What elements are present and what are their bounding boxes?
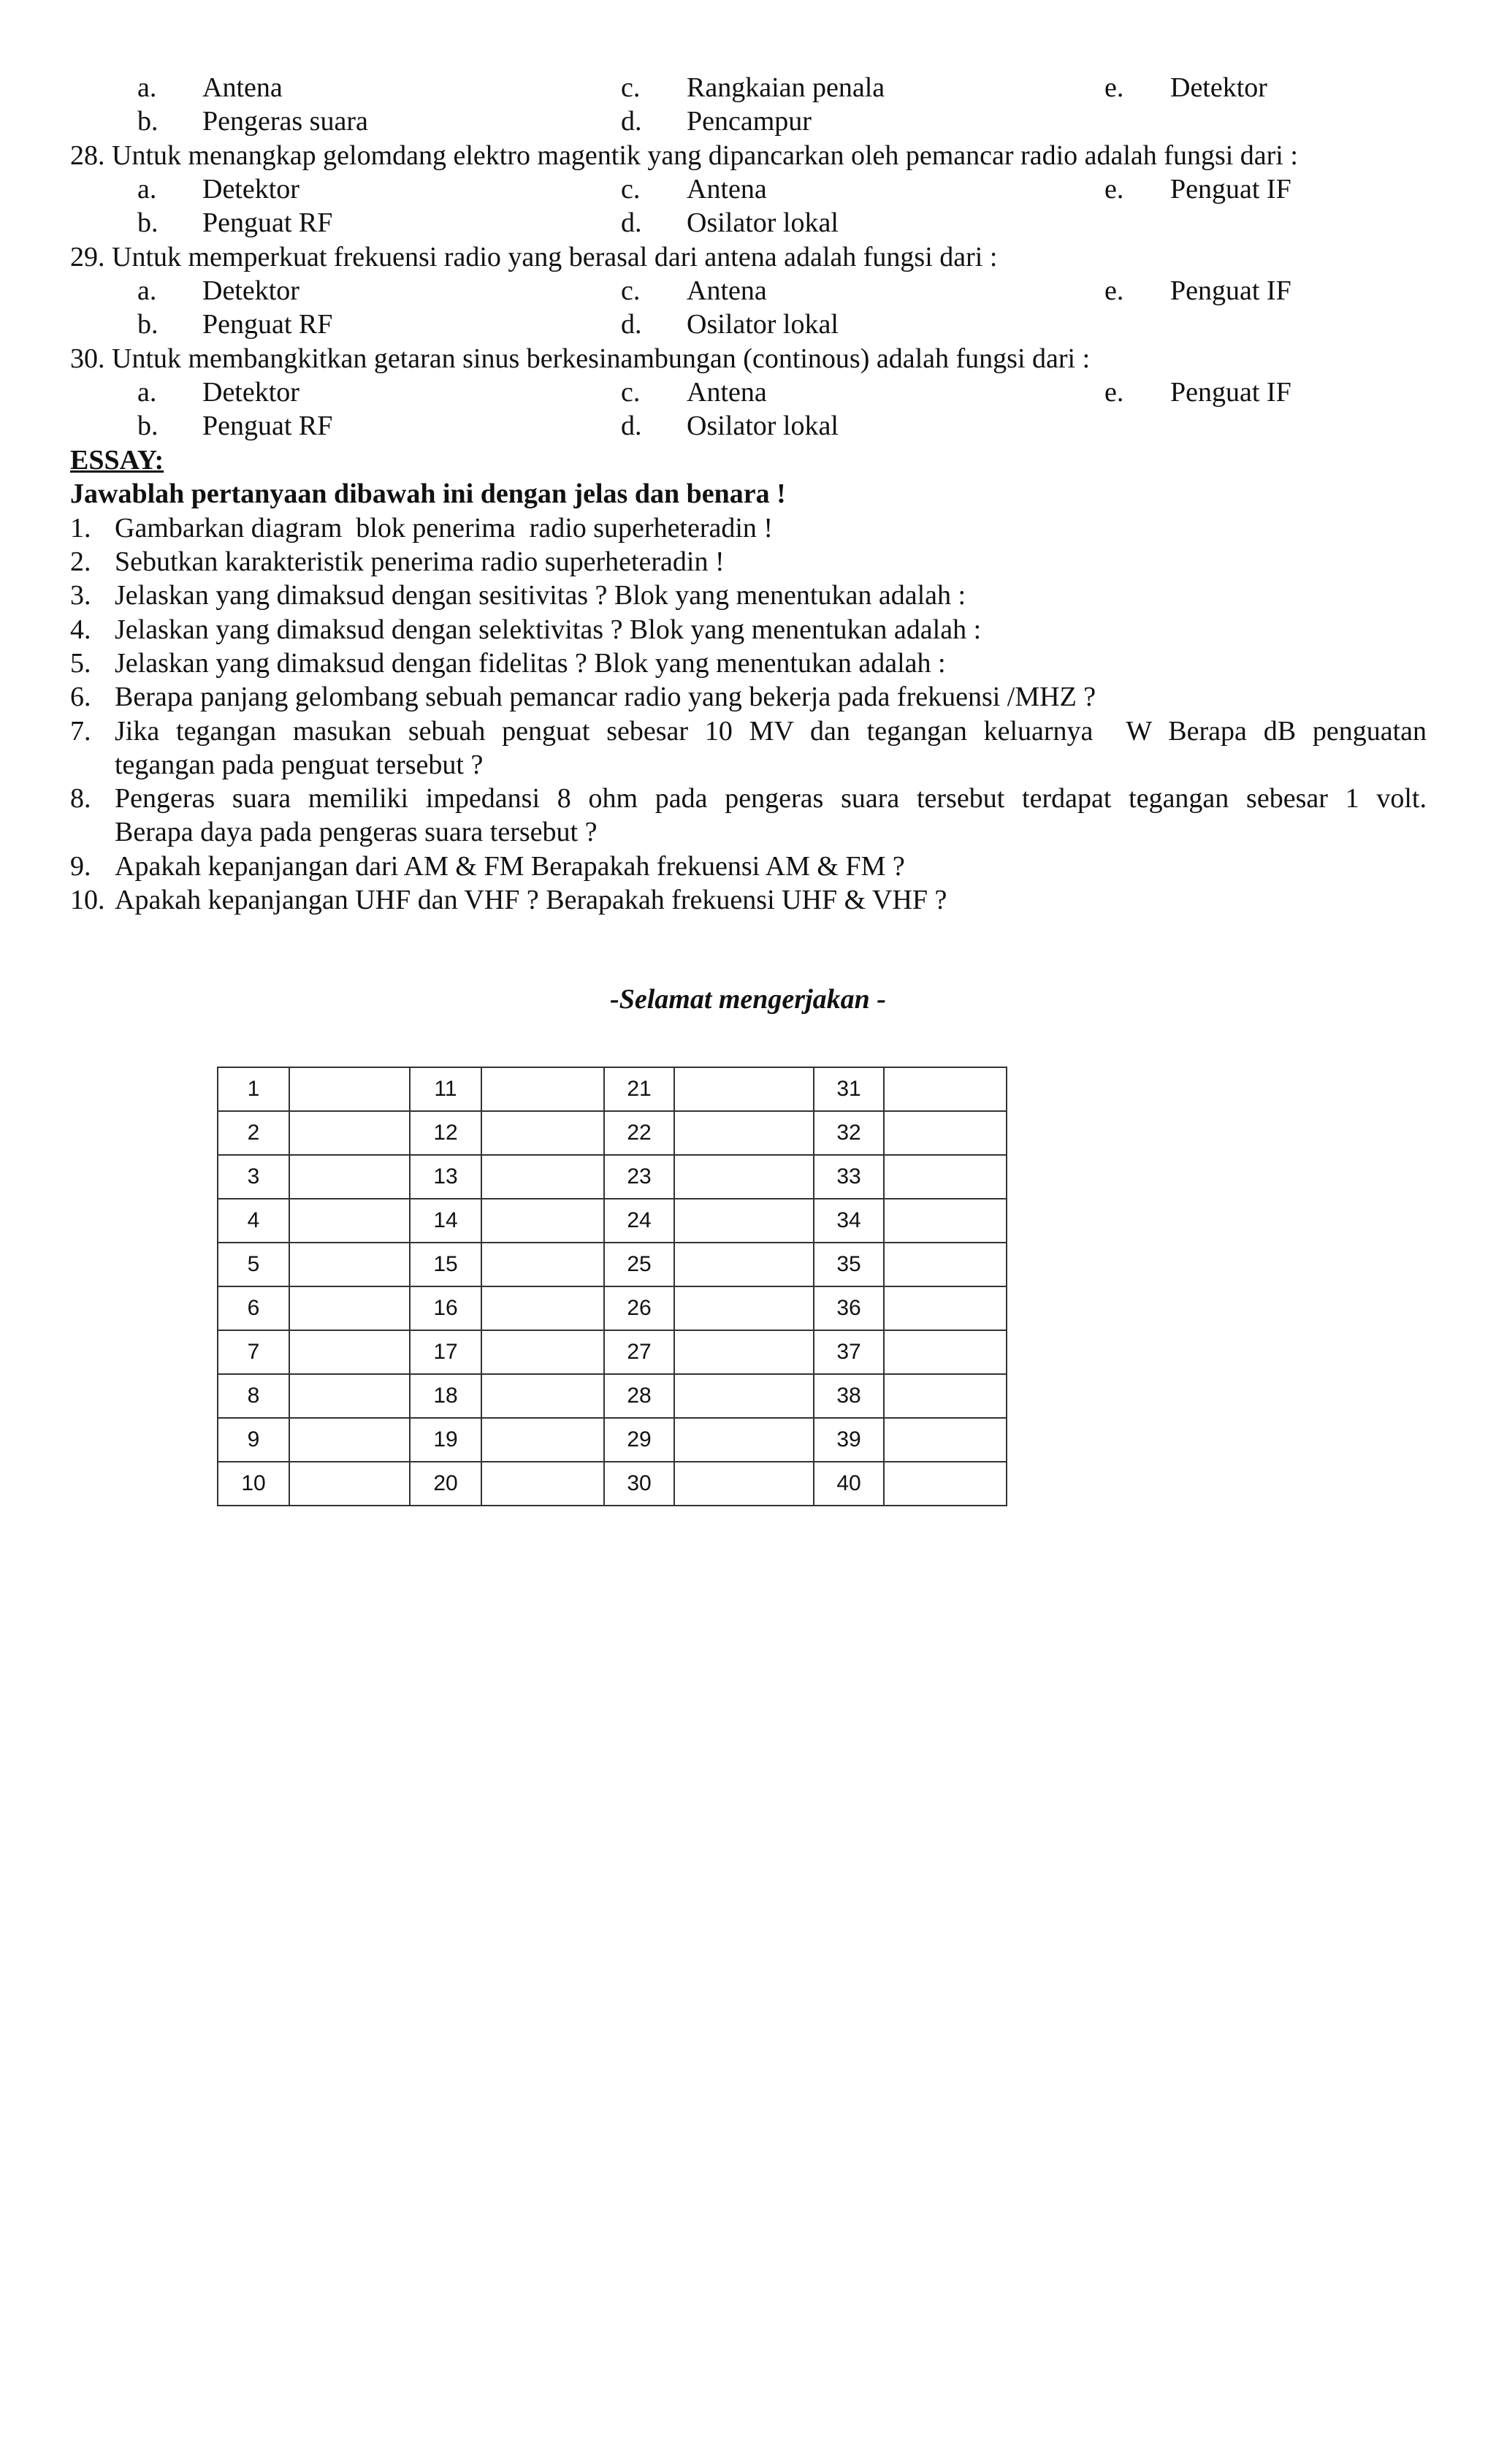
answer-row <box>218 1286 1007 1330</box>
option-text-e: Penguat IF <box>1170 377 1291 408</box>
option-letter-e: e. <box>1104 72 1124 103</box>
option-letter-a: a. <box>137 174 157 205</box>
option-letter-d: d. <box>621 309 642 340</box>
question-number-cell: 10 <box>218 1462 289 1506</box>
answer-cell[interactable] <box>674 1462 814 1506</box>
answer-cell[interactable] <box>289 1111 410 1155</box>
option-text-d: Osilator lokal <box>687 207 839 238</box>
option-letter-c: c. <box>621 377 641 408</box>
question-number-cell: 11 <box>410 1067 481 1111</box>
question-number-cell: 37 <box>814 1330 884 1374</box>
question-number-cell: 20 <box>410 1462 481 1506</box>
answer-cell[interactable] <box>674 1330 814 1374</box>
question-number-cell: 1 <box>218 1067 289 1111</box>
option-letter-d: d. <box>621 411 642 441</box>
answer-row <box>218 1374 1007 1418</box>
option-letter-b: b. <box>137 411 159 441</box>
option-letter-e: e. <box>1104 377 1124 408</box>
question-number-cell: 27 <box>604 1330 674 1374</box>
option-letter-b: b. <box>137 309 159 340</box>
answer-cell[interactable] <box>674 1243 814 1286</box>
essay-item-text: Berapa panjang gelombang sebuah pemancar radio yang bekerja pada frekuensi /MHZ ? <box>115 682 1096 712</box>
answer-cell[interactable] <box>884 1418 1007 1462</box>
answer-cell[interactable] <box>884 1243 1007 1286</box>
answer-cell[interactable] <box>289 1374 410 1418</box>
essay-item-text-continued: tegangan pada penguat tersebut ? <box>115 750 484 780</box>
answer-cell[interactable] <box>289 1418 410 1462</box>
answer-cell[interactable] <box>481 1199 604 1243</box>
option-text-e: Penguat IF <box>1170 275 1291 306</box>
answer-cell[interactable] <box>481 1374 604 1418</box>
question-number-cell: 32 <box>814 1111 884 1155</box>
option-letter-b: b. <box>137 207 159 238</box>
essay-item-text-continued: Berapa daya pada pengeras suara tersebut ? <box>115 817 598 847</box>
answer-row <box>218 1155 1007 1199</box>
question-number-cell: 13 <box>410 1155 481 1199</box>
option-text-c: Antena <box>687 377 767 408</box>
question-number-cell: 19 <box>410 1418 481 1462</box>
answer-cell[interactable] <box>289 1286 410 1330</box>
answer-cell[interactable] <box>481 1067 604 1111</box>
question-number-cell: 40 <box>814 1462 884 1506</box>
question-number-cell: 34 <box>814 1199 884 1243</box>
question-number-cell: 8 <box>218 1374 289 1418</box>
option-text-e: Detektor <box>1170 72 1267 103</box>
answer-cell[interactable] <box>289 1462 410 1506</box>
option-letter-e: e. <box>1104 275 1124 306</box>
question-number-cell: 9 <box>218 1418 289 1462</box>
answer-grid <box>217 1067 1007 1506</box>
answer-row <box>218 1199 1007 1243</box>
answer-cell[interactable] <box>289 1243 410 1286</box>
question-number-cell: 6 <box>218 1286 289 1330</box>
question-29: 29. Untuk memperkuat frekuensi radio yang berasal dari antena adalah fungsi dari : <box>70 242 998 272</box>
question-number-cell: 30 <box>604 1462 674 1506</box>
question-number-cell: 22 <box>604 1111 674 1155</box>
answer-cell[interactable] <box>481 1111 604 1155</box>
essay-item-text: Jelaskan yang dimaksud dengan selektivitas ? Blok yang menentukan adalah : <box>115 614 982 645</box>
option-text-a: Antena <box>202 72 283 103</box>
essay-item-number: 6. <box>70 682 91 712</box>
question-number-cell: 33 <box>814 1155 884 1199</box>
question-number-cell: 25 <box>604 1243 674 1286</box>
answer-cell[interactable] <box>289 1199 410 1243</box>
answer-cell[interactable] <box>884 1330 1007 1374</box>
answer-cell[interactable] <box>884 1374 1007 1418</box>
option-letter-c: c. <box>621 72 641 103</box>
question-number-cell: 2 <box>218 1111 289 1155</box>
answer-cell[interactable] <box>289 1067 410 1111</box>
essay-item-number: 2. <box>70 546 91 577</box>
essay-instruction: Jawablah pertanyaan dibawah ini dengan jelas dan benara ! <box>70 478 786 509</box>
question-number-cell: 12 <box>410 1111 481 1155</box>
question-number-cell: 38 <box>814 1374 884 1418</box>
essay-item-number: 10. <box>70 885 105 915</box>
question-number-cell: 3 <box>218 1155 289 1199</box>
option-text-b: Penguat RF <box>202 309 333 340</box>
answer-cell[interactable] <box>674 1286 814 1330</box>
option-text-a: Detektor <box>202 377 299 408</box>
essay-item-text: Pengeras suara memiliki impedansi 8 ohm pada pengeras suara tersebut terdapat tegangan sebesar 1 volt. <box>115 783 1427 814</box>
question-number-cell: 21 <box>604 1067 674 1111</box>
option-text-c: Antena <box>687 275 767 306</box>
question-28: 28. Untuk menangkap gelomdang elektro magentik yang dipancarkan oleh pemancar radio adalah fungsi dari : <box>70 140 1298 171</box>
question-number-cell: 14 <box>410 1199 481 1243</box>
essay-item-number: 7. <box>70 716 91 747</box>
question-number-cell: 35 <box>814 1243 884 1286</box>
question-30: 30. Untuk membangkitkan getaran sinus berkesinambungan (continous) adalah fungsi dari : <box>70 343 1091 374</box>
essay-item-number: 8. <box>70 783 91 814</box>
essay-item-text: Jelaskan yang dimaksud dengan sesitivitas ? Blok yang menentukan adalah : <box>115 580 966 611</box>
essay-item-number: 3. <box>70 580 91 611</box>
question-number-cell: 16 <box>410 1286 481 1330</box>
answer-cell[interactable] <box>289 1330 410 1374</box>
question-number-cell: 29 <box>604 1418 674 1462</box>
essay-item-number: 1. <box>70 513 91 543</box>
answer-cell[interactable] <box>674 1418 814 1462</box>
option-text-b: Penguat RF <box>202 207 333 238</box>
answer-cell[interactable] <box>289 1155 410 1199</box>
answer-cell[interactable] <box>481 1330 604 1374</box>
essay-item-text: Apakah kepanjangan UHF dan VHF ? Berapakah frekuensi UHF & VHF ? <box>115 885 947 915</box>
question-number-cell: 31 <box>814 1067 884 1111</box>
option-letter-c: c. <box>621 174 641 205</box>
answer-cell[interactable] <box>674 1374 814 1418</box>
option-text-b: Penguat RF <box>202 411 333 441</box>
answer-cell[interactable] <box>884 1286 1007 1330</box>
answer-cell[interactable] <box>884 1111 1007 1155</box>
answer-cell[interactable] <box>481 1155 604 1199</box>
answer-row <box>218 1243 1007 1286</box>
option-text-b: Pengeras suara <box>202 106 368 137</box>
answer-cell[interactable] <box>884 1067 1007 1111</box>
answer-row <box>218 1418 1007 1462</box>
essay-item-number: 5. <box>70 648 91 679</box>
answer-cell[interactable] <box>674 1155 814 1199</box>
answer-row <box>218 1330 1007 1374</box>
answer-row <box>218 1462 1007 1506</box>
question-number-cell: 23 <box>604 1155 674 1199</box>
question-number-cell: 5 <box>218 1243 289 1286</box>
question-number-cell: 18 <box>410 1374 481 1418</box>
question-number-cell: 26 <box>604 1286 674 1330</box>
option-letter-c: c. <box>621 275 641 306</box>
option-letter-a: a. <box>137 72 157 103</box>
question-number-cell: 39 <box>814 1418 884 1462</box>
option-text-a: Detektor <box>202 174 299 205</box>
option-text-d: Pencampur <box>687 106 812 137</box>
option-letter-d: d. <box>621 106 642 137</box>
essay-heading: ESSAY: <box>70 445 164 476</box>
answer-cell[interactable] <box>674 1199 814 1243</box>
question-number-cell: 15 <box>410 1243 481 1286</box>
answer-cell[interactable] <box>481 1418 604 1462</box>
answer-cell[interactable] <box>481 1462 604 1506</box>
essay-item-text: Gambarkan diagram blok penerima radio superheteradin ! <box>115 513 774 543</box>
answer-cell[interactable] <box>884 1155 1007 1199</box>
closing-message: -Selamat mengerjakan - <box>610 984 886 1015</box>
essay-item-text: Sebutkan karakteristik penerima radio superheteradin ! <box>115 546 725 577</box>
option-text-c: Antena <box>687 174 767 205</box>
answer-cell[interactable] <box>884 1462 1007 1506</box>
question-number-cell: 17 <box>410 1330 481 1374</box>
question-number-cell: 7 <box>218 1330 289 1374</box>
essay-item-number: 4. <box>70 614 91 645</box>
essay-item-number: 9. <box>70 851 91 882</box>
question-number-cell: 28 <box>604 1374 674 1418</box>
essay-item-text: Apakah kepanjangan dari AM & FM Berapakah frekuensi AM & FM ? <box>115 851 905 882</box>
answer-cell[interactable] <box>884 1199 1007 1243</box>
option-letter-a: a. <box>137 377 157 408</box>
option-text-d: Osilator lokal <box>687 309 839 340</box>
option-letter-e: e. <box>1104 174 1124 205</box>
answer-row <box>218 1067 1007 1111</box>
question-number-cell: 24 <box>604 1199 674 1243</box>
answer-cell[interactable] <box>481 1243 604 1286</box>
option-text-c: Rangkaian penala <box>687 72 885 103</box>
option-letter-b: b. <box>137 106 159 137</box>
question-number-cell: 36 <box>814 1286 884 1330</box>
essay-item-text: Jika tegangan masukan sebuah penguat sebesar 10 MV dan tegangan keluarnya W Berapa dB penguatan <box>115 716 1427 747</box>
answer-cell[interactable] <box>674 1111 814 1155</box>
option-text-e: Penguat IF <box>1170 174 1291 205</box>
answer-cell[interactable] <box>481 1286 604 1330</box>
essay-item-text: Jelaskan yang dimaksud dengan fidelitas ? Blok yang menentukan adalah : <box>115 648 946 679</box>
option-text-a: Detektor <box>202 275 299 306</box>
option-text-d: Osilator lokal <box>687 411 839 441</box>
question-number-cell: 4 <box>218 1199 289 1243</box>
option-letter-a: a. <box>137 275 157 306</box>
answer-row <box>218 1111 1007 1155</box>
option-letter-d: d. <box>621 207 642 238</box>
answer-cell[interactable] <box>674 1067 814 1111</box>
